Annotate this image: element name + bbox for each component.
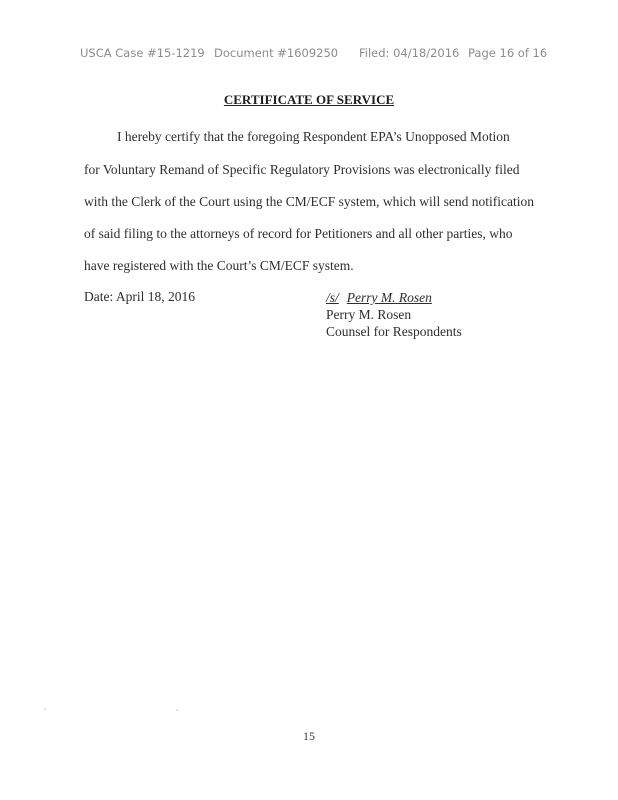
header-filed-date: Filed: 04/18/2016	[359, 46, 460, 60]
body-line: for Voluntary Remand of Specific Regulatory Provisions was electronically filed	[84, 162, 520, 177]
signature-date: Date: April 18, 2016	[84, 289, 195, 304]
certificate-title: CERTIFICATE OF SERVICE	[223, 92, 395, 107]
signature-block	[326, 289, 462, 340]
signer-name: Perry M. Rosen	[326, 307, 412, 322]
header-case-number: USCA Case #15-1219	[80, 46, 205, 60]
body-line: have registered with the Court’s CM/ECF system.	[84, 258, 354, 273]
body-line: with the Clerk of the Court using the CM/ECF system, which will send notification	[84, 194, 534, 209]
electronic-signature	[326, 289, 462, 306]
header-document-number: Document #1609250	[214, 46, 339, 60]
page-number: 15	[303, 729, 315, 743]
signature-name-signed: Perry M. Rosen	[346, 290, 432, 305]
signature-slash: /s/	[326, 290, 339, 305]
body-line: I hereby certify that the foregoing Respondent EPA’s Unopposed Motion	[117, 129, 510, 144]
header-page-count: Page 16 of 16	[468, 46, 548, 60]
scan-speck	[44, 708, 46, 710]
body-line: of said filing to the attorneys of record for Petitioners and all other parties, who	[84, 226, 513, 241]
signer-role: Counsel for Respondents	[326, 324, 462, 339]
scan-speck	[176, 709, 178, 711]
